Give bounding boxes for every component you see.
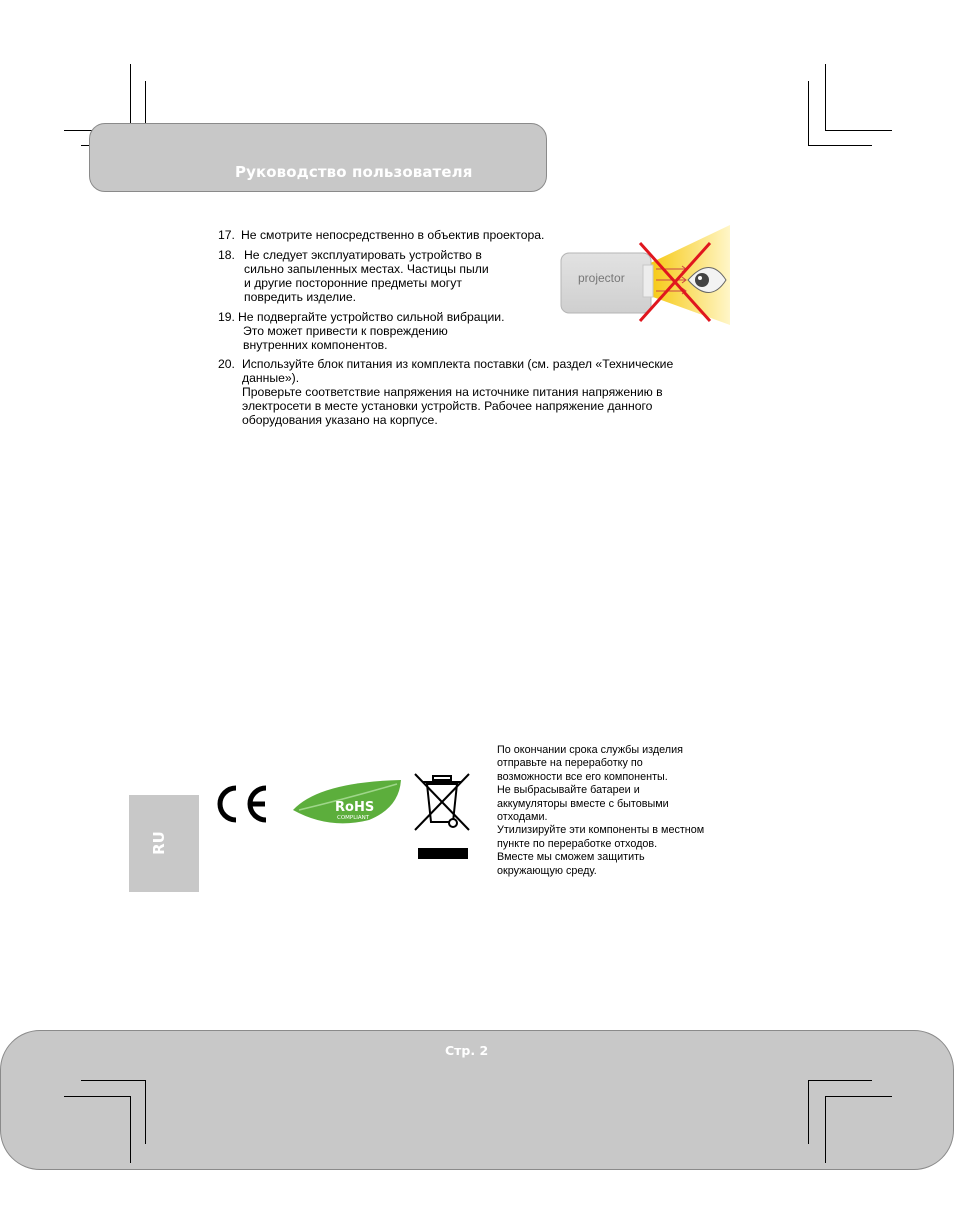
svg-text:CE: CE — [214, 779, 216, 780]
item-number: 18. — [218, 248, 235, 262]
item-line: Проверьте соответствие напряжения на источнике питания напряжению в — [242, 385, 663, 399]
notice-line: Не выбрасывайте батареи и — [497, 784, 640, 797]
recycle-notice — [497, 744, 747, 878]
item-line: внутренних компонентов. — [243, 338, 388, 352]
crop-mark — [808, 1080, 809, 1144]
notice-line: аккумуляторы вместе с бытовыми — [497, 797, 669, 810]
notice-line: По окончании срока службы изделия — [497, 744, 683, 756]
page-title: Руководство пользователя — [235, 163, 473, 181]
item-line: повредить изделие. — [244, 290, 357, 304]
projector-lens-icon — [643, 265, 653, 297]
projector-warning-illustration — [560, 225, 730, 325]
crop-mark — [825, 130, 892, 131]
item-line: Это может привести к повреждению — [243, 324, 448, 338]
rohs-label: RoHS — [335, 800, 375, 815]
notice-line: пункте по переработке отходов. — [497, 837, 658, 850]
notice-line: отправьте на переработку по — [497, 757, 643, 770]
notice-line: окружающую среду. — [497, 864, 597, 877]
item-line: сильно запыленных местах. Частицы пыли — [244, 262, 489, 276]
notice-line: Утилизируйте эти компоненты в местном — [497, 824, 705, 837]
item-line: и другие посторонние предметы могут — [244, 276, 462, 290]
crop-mark — [64, 1096, 131, 1097]
crop-mark — [145, 1080, 146, 1144]
item-line: оборудования указано на корпусе. — [242, 413, 438, 427]
item-number: 20. — [218, 357, 235, 371]
item-number: 19. — [218, 310, 235, 324]
item-line: Не подвергайте устройство сильной вибрации. — [238, 310, 505, 324]
crop-mark — [825, 64, 826, 131]
notice-line: Вместе мы сможем защитить — [497, 851, 645, 864]
notice-line: отходами. — [497, 811, 548, 824]
weee-crossed-bin-icon — [413, 770, 473, 862]
crop-mark — [825, 1096, 826, 1163]
crop-mark — [808, 1080, 872, 1081]
crop-mark — [130, 64, 131, 131]
item-line: Используйте блок питания из комплекта поставки (см. раздел «Технические — [242, 357, 674, 371]
item-line: Не смотрите непосредственно в объектив проектора. — [241, 228, 545, 242]
notice-line: возможности все его компоненты. — [497, 770, 668, 783]
rohs-sublabel: COMPLIANT — [337, 815, 370, 821]
figure-label: projector — [578, 271, 625, 285]
rohs-compliant-icon — [289, 778, 407, 828]
item-line: электросети в месте установки устройств. Рабочее напряжение данного — [242, 399, 653, 413]
item-line: данные»). — [242, 371, 300, 385]
crop-mark — [808, 145, 872, 146]
page-number: Стр. 2 — [445, 1043, 489, 1058]
language-tab-label: RU — [150, 831, 168, 855]
crop-mark — [81, 1080, 145, 1081]
crop-mark — [825, 1096, 892, 1097]
item-line: Не следует эксплуатировать устройство в — [244, 248, 482, 262]
ce-mark-icon — [214, 779, 274, 824]
item-number: 17. — [218, 228, 235, 242]
crop-mark — [130, 1096, 131, 1163]
crop-mark — [808, 81, 809, 145]
header-tab — [89, 123, 547, 192]
